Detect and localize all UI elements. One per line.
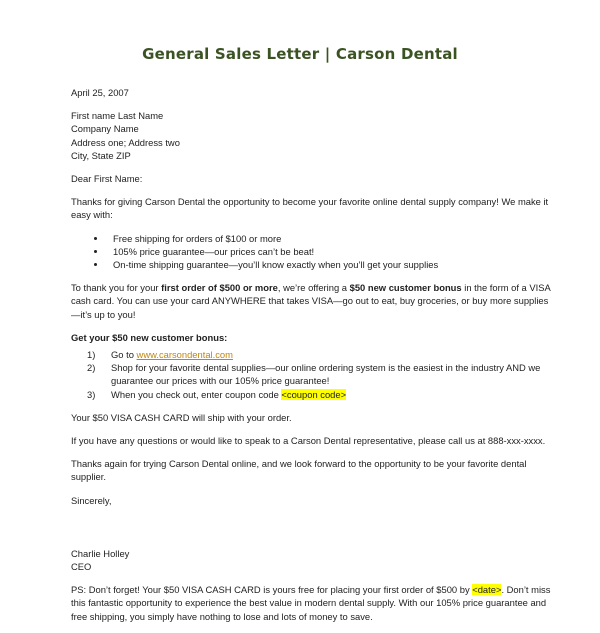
list-item: • 105% price guarantee—our prices can’t be beat! — [107, 245, 551, 258]
salutation: Dear First Name: — [71, 173, 143, 185]
ps-text: . Don’t miss this fantastic opportunity to experience the best value in modern dental supply. With our 105% price guarantee and free shipping, you simply have nothing to lose and lots of money to save. — [71, 584, 551, 622]
letter-body — [71, 86, 551, 633]
offer-text: in the form of a VISA cash card. You can use your card ANYWHERE that takes VISA—go out to eat, buy groceries, or buy more supplies—it’s up to you! — [71, 282, 551, 320]
offer-text: , we’re offering a — [277, 282, 350, 294]
closing: Sincerely, — [71, 494, 112, 506]
list-item: • On-time shipping guarantee—you’ll know exactly when you’ll get your supplies — [107, 258, 551, 271]
signature-space — [71, 517, 551, 547]
shipping-paragraph: Your $50 VISA CASH CARD will ship with your order. — [71, 411, 292, 423]
bonus-heading: Get your $50 new customer bonus: — [71, 331, 228, 343]
benefits-list — [71, 232, 551, 272]
step-number: 1) — [87, 349, 96, 361]
list-item: • Free shipping for orders of $100 or more — [107, 232, 551, 245]
signer-name: Charlie Holley — [71, 547, 130, 559]
coupon-code-placeholder: <coupon code> — [281, 388, 347, 400]
step-text: Go to — [111, 349, 137, 361]
offer-text: To thank you for your — [71, 282, 162, 294]
offer-emphasis: $50 new customer bonus — [349, 282, 462, 294]
ps-paragraph — [71, 583, 551, 623]
address-line: City, State ZIP — [71, 149, 131, 161]
offer-paragraph — [71, 281, 551, 321]
step-text: When you check out, enter coupon code — [111, 388, 282, 400]
step-number: 2) — [87, 362, 96, 374]
recipient-address — [71, 109, 551, 162]
page-title: General Sales Letter | Carson Dental — [142, 45, 458, 63]
address-line: First name Last Name — [71, 110, 164, 122]
offer-emphasis: first order of $500 or more — [161, 282, 278, 294]
list-item — [87, 388, 551, 401]
signer-title: CEO — [71, 561, 92, 573]
questions-paragraph: If you have any questions or would like to speak to a Carson Dental representative, please call us at 888-xxx-xxxx. — [71, 435, 546, 447]
step-number: 3) — [87, 388, 96, 400]
website-link[interactable]: www.carsondental.com — [136, 349, 233, 361]
signature-block — [71, 547, 551, 573]
list-item — [87, 348, 551, 361]
letter-date: April 25, 2007 — [71, 87, 129, 98]
list-item — [87, 361, 551, 387]
step-text: Shop for your favorite dental supplies—our online ordering system is the easiest in the industry AND we guarantee our prices with our 105% price guarantee! — [111, 362, 541, 387]
intro-paragraph: Thanks for giving Carson Dental the opportunity to become your favorite online dental supply company! We make it easy with: — [71, 196, 549, 221]
ps-text: PS: Don’t forget! Your $50 VISA CASH CARD is yours free for placing your first order of $500 by — [71, 584, 473, 596]
address-line: Company Name — [71, 123, 139, 135]
date-placeholder: <date> — [472, 584, 502, 596]
address-line: Address one; Address two — [71, 136, 180, 148]
thanks-paragraph: Thanks again for trying Carson Dental online, and we look forward to the opportunity to be your favorite dental supplier. — [71, 458, 527, 483]
steps-list — [71, 348, 551, 401]
